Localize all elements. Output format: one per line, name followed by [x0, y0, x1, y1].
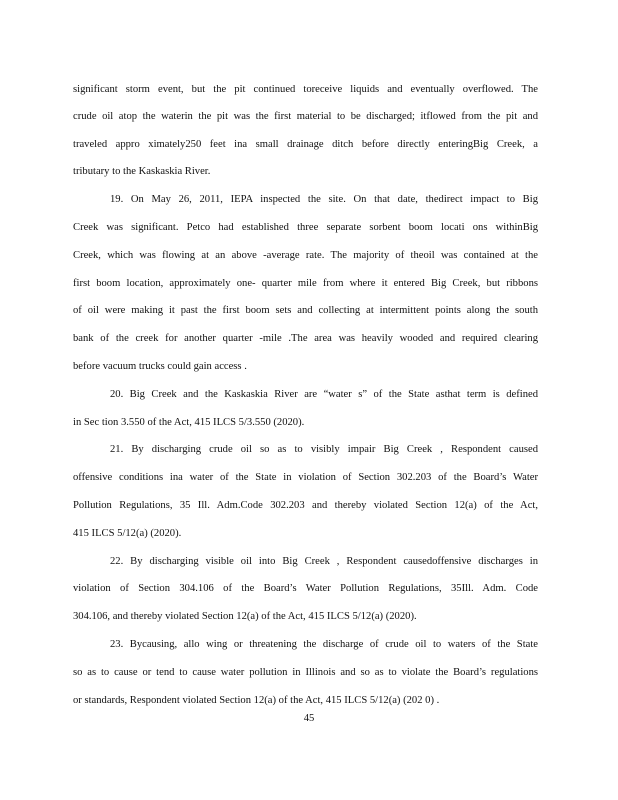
text-line: or standards, Respondent violated Section 12(a) of the Act, 415 ILCS 5/12(a) (202 0) . [73, 695, 440, 706]
text-line: traveled appro ximately250 feet ina small drainage ditch before directly enteringBig Creek, a [73, 139, 538, 150]
text-line: before vacuum trucks could gain access . [73, 361, 247, 372]
text-line: Pollution Regulations, 35 Ill. Adm.Code 302.203 and thereby violated Section 12(a) of the Act, [73, 500, 538, 511]
text-line: significant storm event, but the pit continued toreceive liquids and eventually overflowed. The [73, 84, 538, 95]
text-line: so as to cause or tend to cause water pollution in Illinois and so as to violate the Board’s regulations [73, 667, 538, 678]
text-line: crude oil atop the waterin the pit was the first material to be discharged; itflowed from the pit and [73, 111, 538, 122]
text-line: violation of Section 304.106 of the Board’s Water Pollution Regulations, 35Ill. Adm. Code [73, 583, 538, 594]
paragraph-19-first-line: 19. On May 26, 2011, IEPA inspected the site. On that date, thedirect impact to Big [110, 194, 538, 205]
text-line: 415 ILCS 5/12(a) (2020). [73, 528, 182, 539]
paragraph-21-first-line: 21. By discharging crude oil so as to visibly impair Big Creek , Respondent caused [110, 444, 538, 455]
text-line: tributary to the Kaskaskia River. [73, 166, 211, 177]
text-line: first boom location, approximately one- quarter mile from where it entered Big Creek, but ribbons [73, 278, 538, 289]
text-line: Creek, which was flowing at an above -average rate. The majority of theoil was contained at the [73, 250, 538, 261]
text-line: bank of the creek for another quarter -mile .The area was heavily wooded and required clearing [73, 333, 538, 344]
text-line: in Sec tion 3.550 of the Act, 415 ILCS 5/3.550 (2020). [73, 417, 305, 428]
text-line: Creek was significant. Petco had established three separate sorbent boom locati ons withinBig [73, 222, 538, 233]
text-line: 304.106, and thereby violated Section 12(a) of the Act, 415 ILCS 5/12(a) (2020). [73, 611, 417, 622]
paragraph-23-first-line: 23. Bycausing, allo wing or threatening the discharge of crude oil to waters of the State [110, 639, 538, 650]
text-line: offensive conditions ina water of the State in violation of Section 302.203 of the Board’s Water [73, 472, 538, 483]
text-line: of oil were making it past the first boom sets and collecting at intermittent points along the south [73, 305, 538, 316]
page-number: 45 [303, 713, 315, 724]
paragraph-22-first-line: 22. By discharging visible oil into Big Creek , Respondent causedoffensive discharges in [110, 556, 538, 567]
paragraph-20-first-line: 20. Big Creek and the Kaskaskia River are “water s” of the State asthat term is defined [110, 389, 538, 400]
